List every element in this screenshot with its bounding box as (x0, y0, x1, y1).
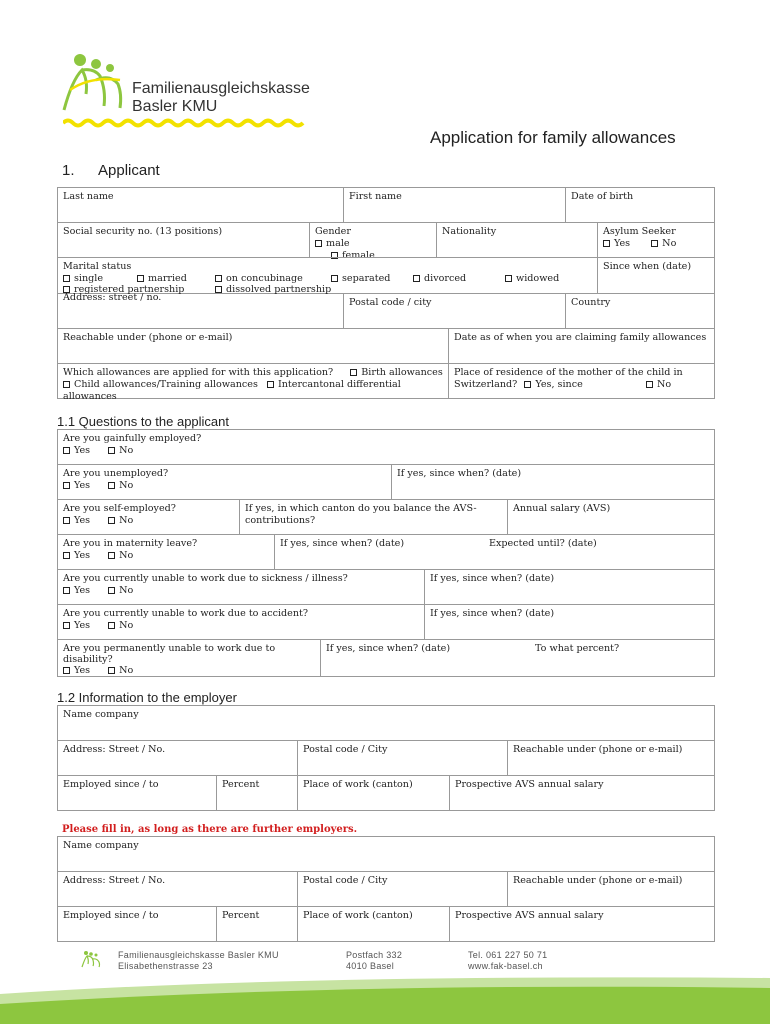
annual-salary-label: Annual salary (AVS) (513, 503, 611, 514)
sickness-yes-checkbox[interactable] (63, 587, 70, 594)
disability-yes-checkbox[interactable] (63, 667, 70, 674)
company-name-label-2: Name company (63, 840, 139, 851)
unemployed-no-label: No (119, 480, 134, 491)
asylum-no-checkbox[interactable] (651, 240, 658, 247)
page-title: Application for family allowances (430, 128, 676, 147)
avs-salary-label-2: Prospective AVS annual salary (455, 910, 604, 921)
divorced-label: divorced (424, 272, 467, 284)
date-claim-label: Date as of when you are claiming family allowances (454, 332, 707, 343)
male-checkbox[interactable] (315, 240, 322, 247)
percent-label: Percent (222, 779, 260, 790)
dissolved-checkbox[interactable] (215, 286, 222, 293)
canton-label: If yes, in which canton do you balance the AVS- (245, 503, 477, 514)
gender-label: Gender (315, 226, 351, 237)
footer-org: Familienausgleichskasse Basler KMU (118, 950, 279, 960)
employer-postal-label-2: Postal code / City (303, 875, 388, 886)
maternity-question: Are you in maternity leave? (63, 538, 198, 549)
sickness-since-label: If yes, since when? (date) (430, 573, 555, 584)
address-label: Address: street / no. (63, 292, 162, 303)
maternity-no-checkbox[interactable] (108, 552, 115, 559)
intercantonal-label: Intercantonal differential allowances (63, 379, 401, 402)
first-name-label: First name (349, 191, 402, 202)
separated-label: separated (342, 272, 391, 284)
percent-field[interactable] (216, 775, 298, 811)
maternity-since-label: If yes, since when? (date) (280, 538, 405, 549)
employer-postal-field[interactable] (297, 740, 508, 776)
marital-label: Marital status (63, 261, 132, 272)
footer-city: 4010 Basel (346, 961, 395, 971)
disability-field (57, 639, 321, 677)
self-employed-question: Are you self-employed? (63, 503, 176, 514)
accident-yes-label: Yes (74, 620, 91, 631)
employed-since-label-2: Employed since / to (63, 910, 159, 921)
employer-reachable-label-2: Reachable under (phone or e-mail) (513, 875, 683, 886)
footer-po: Postfach 332 (346, 950, 403, 960)
sickness-yes-label: Yes (74, 585, 91, 596)
sickness-since-field[interactable] (424, 569, 715, 605)
single-label: single (74, 272, 104, 284)
accident-field (57, 604, 425, 640)
single-checkbox[interactable] (63, 275, 70, 282)
employer-reachable-field[interactable] (507, 740, 715, 776)
avs-salary-field[interactable] (449, 775, 715, 811)
female-label: female (342, 250, 375, 261)
company-name-label: Name company (63, 709, 139, 720)
married-checkbox[interactable] (137, 275, 144, 282)
postal-field[interactable] (343, 293, 566, 329)
employed-field (57, 429, 715, 465)
disability-question-2: disability? (63, 654, 113, 665)
date-claim-field[interactable] (448, 328, 715, 364)
married-label: married (148, 272, 187, 284)
intercantonal-checkbox[interactable] (267, 381, 274, 388)
accident-no-checkbox[interactable] (108, 622, 115, 629)
sickness-no-label: No (119, 585, 134, 596)
footer-green-wave (0, 964, 770, 1024)
canton-label-2: contributions? (245, 515, 316, 526)
first-name-field[interactable] (343, 187, 566, 223)
unemployed-yes-checkbox[interactable] (63, 482, 70, 489)
unemployed-field (57, 464, 392, 500)
place-of-work-field[interactable] (297, 775, 450, 811)
employed-since-field[interactable] (57, 775, 217, 811)
section-number: 1. (62, 162, 75, 179)
place-of-work-field-2[interactable] (297, 906, 450, 942)
residence-no-label: No (657, 379, 672, 390)
asylum-no-label: No (662, 238, 677, 249)
employer-address-field-2[interactable] (57, 871, 298, 907)
employed-question: Are you gainfully employed? (63, 433, 202, 444)
child-checkbox[interactable] (63, 381, 70, 388)
employer-address-label-2: Address: Street / No. (63, 875, 166, 886)
disability-yes-label: Yes (74, 665, 91, 676)
maternity-field (57, 534, 275, 570)
male-label: male (326, 238, 350, 249)
employer-reachable-label: Reachable under (phone or e-mail) (513, 744, 683, 755)
disability-since-field[interactable] (320, 639, 531, 677)
logo (60, 50, 310, 130)
ssn-label: Social security no. (13 positions) (63, 226, 223, 237)
sickness-question: Are you currently unable to work due to sickness / illness? (63, 573, 348, 584)
residence-yes-label: Yes, since (535, 379, 583, 390)
employed-since-label: Employed since / to (63, 779, 159, 790)
employed-no-label: No (119, 445, 134, 456)
allowances-field (57, 363, 449, 402)
last-name-label: Last name (63, 191, 114, 202)
percent-field-2[interactable] (216, 906, 298, 942)
footer-web[interactable]: www.fak-basel.ch (468, 961, 543, 971)
accident-no-label: No (119, 620, 134, 631)
self-no-checkbox[interactable] (108, 517, 115, 524)
reachable-field[interactable] (57, 328, 449, 364)
footer-tel: Tel. 061 227 50 71 (468, 950, 548, 960)
nationality-field[interactable] (436, 222, 598, 258)
since-when-label: Since when (date) (603, 261, 692, 272)
residence-no-checkbox[interactable] (646, 381, 653, 388)
disability-since-label: If yes, since when? (date) (326, 643, 451, 654)
unemployed-question: Are you unemployed? (63, 468, 169, 479)
logo-rope-icon (63, 118, 313, 128)
widowed-label: widowed (516, 272, 560, 284)
dissolved-label: dissolved partnership (226, 284, 332, 295)
avs-salary-field-2[interactable] (449, 906, 715, 942)
self-yes-checkbox[interactable] (63, 517, 70, 524)
residence-question: Place of residence of the mother of the child in (454, 367, 683, 378)
residence-yes-checkbox[interactable] (524, 381, 531, 388)
disability-percent-field[interactable] (530, 639, 715, 677)
employer-address-label: Address: Street / No. (63, 744, 166, 755)
annual-salary-field[interactable] (507, 499, 715, 535)
disability-no-label: No (119, 665, 134, 676)
sickness-field (57, 569, 425, 605)
accident-question: Are you currently unable to work due to accident? (63, 608, 309, 619)
further-employers-note: Please fill in, as long as there are further employers. (62, 824, 358, 835)
unemployed-no-checkbox[interactable] (108, 482, 115, 489)
maternity-no-label: No (119, 550, 134, 561)
company-name-field-2[interactable] (57, 836, 715, 872)
self-employed-field (57, 499, 240, 535)
dob-label: Date of birth (571, 191, 634, 202)
employed-yes-checkbox[interactable] (63, 447, 70, 454)
residence-field (448, 363, 715, 399)
disability-percent-label: To what percent? (535, 643, 620, 654)
percent-label-2: Percent (222, 910, 260, 921)
last-name-field[interactable] (57, 187, 344, 223)
ssn-field[interactable] (57, 222, 310, 258)
unemployed-yes-label: Yes (74, 480, 91, 491)
company-name-field[interactable] (57, 705, 715, 741)
sickness-no-checkbox[interactable] (108, 587, 115, 594)
maternity-yes-label: Yes (74, 550, 91, 561)
place-of-work-label-2: Place of work (canton) (303, 910, 413, 921)
unemployed-since-label: If yes, since when? (date) (397, 468, 522, 479)
accident-since-label: If yes, since when? (date) (430, 608, 555, 619)
dob-field[interactable] (565, 187, 715, 223)
concubinage-checkbox[interactable] (215, 275, 222, 282)
org-name-line1: Familienausgleichskasse (132, 80, 310, 97)
separated-checkbox[interactable] (331, 275, 338, 282)
country-field[interactable] (565, 293, 715, 329)
disability-no-checkbox[interactable] (108, 667, 115, 674)
birth-checkbox[interactable] (350, 369, 357, 376)
widowed-checkbox[interactable] (505, 275, 512, 282)
maternity-since-field[interactable] (274, 534, 485, 570)
marital-status-field (57, 257, 598, 294)
child-label: Child allowances/Training allowances (74, 379, 258, 390)
divorced-checkbox[interactable] (413, 275, 420, 282)
self-no-label: No (119, 515, 134, 526)
self-yes-label: Yes (74, 515, 91, 526)
accident-since-field[interactable] (424, 604, 715, 640)
employed-yes-label: Yes (74, 445, 91, 456)
employer-postal-label: Postal code / City (303, 744, 388, 755)
footer-street: Elisabethenstrasse 23 (118, 961, 213, 971)
postal-label: Postal code / city (349, 297, 432, 308)
section-heading-questions: 1.1 Questions to the applicant (57, 414, 230, 429)
concubinage-label: on concubinage (226, 272, 303, 284)
canton-field[interactable] (239, 499, 508, 535)
registered-label: registered partnership (74, 284, 185, 295)
disability-question: Are you permanently unable to work due to (63, 643, 276, 654)
expected-until-field[interactable] (484, 534, 715, 570)
employed-since-field-2[interactable] (57, 906, 217, 942)
logo-figures-icon (60, 50, 130, 112)
org-name-line2: Basler KMU (132, 98, 218, 115)
allowances-question: Which allowances are applied for with this application? (63, 367, 334, 378)
address-field[interactable] (57, 293, 344, 329)
employer-address-field[interactable] (57, 740, 298, 776)
country-label: Country (571, 297, 611, 308)
reachable-label: Reachable under (phone or e-mail) (63, 332, 233, 343)
asylum-label: Asylum Seeker (603, 226, 676, 237)
asylum-field (597, 222, 715, 258)
asylum-yes-checkbox[interactable] (603, 240, 610, 247)
expected-until-label: Expected until? (date) (489, 538, 597, 549)
maternity-yes-checkbox[interactable] (63, 552, 70, 559)
gender-field (309, 222, 437, 261)
birth-label: Birth allowances (361, 367, 443, 378)
employer-postal-field-2[interactable] (297, 871, 508, 907)
employer-reachable-field-2[interactable] (507, 871, 715, 907)
asylum-yes-label: Yes (614, 238, 631, 249)
nationality-label: Nationality (442, 226, 497, 237)
employed-no-checkbox[interactable] (108, 447, 115, 454)
avs-salary-label: Prospective AVS annual salary (455, 779, 604, 790)
since-when-field[interactable] (597, 257, 715, 294)
place-of-work-label: Place of work (canton) (303, 779, 413, 790)
section-heading-applicant: Applicant (98, 162, 160, 179)
unemployed-since-field[interactable] (391, 464, 715, 500)
accident-yes-checkbox[interactable] (63, 622, 70, 629)
section-heading-employer: 1.2 Information to the employer (57, 690, 237, 705)
residence-question-2: Switzerland? (454, 379, 518, 390)
